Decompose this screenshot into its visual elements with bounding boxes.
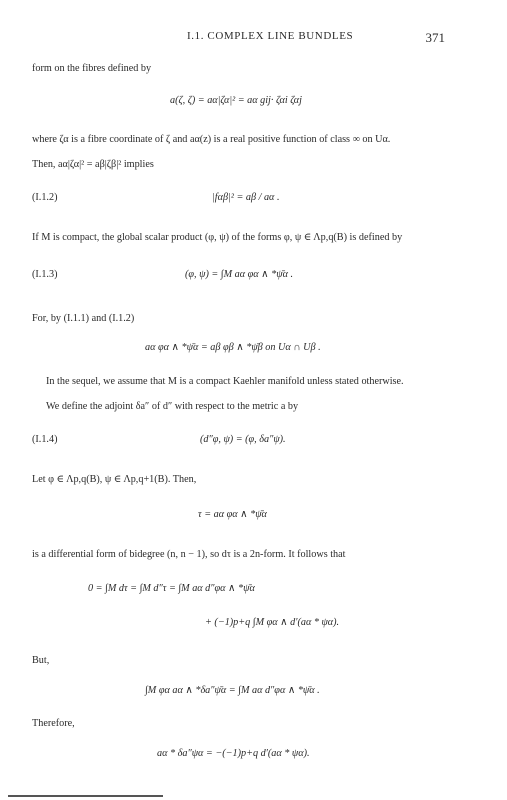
equation-integral-line2: + (−1)p+q ∫M φα ∧ d′(aα * ψα). [205, 617, 340, 628]
equation-tau: τ = aα φα ∧ *ψ̄α [198, 509, 267, 520]
equation-metric: a(ζ, ζ) = aα|ζα|² = aα gij· ζαi ζαj [170, 95, 302, 106]
text-line: Then, aα|ζα|² = aβ|ζβ|² implies [32, 159, 154, 170]
page-number: 371 [425, 30, 445, 45]
text-line: is a differential form of bidegree (n, n − 1), so dτ is a 2n-form. It follows that [32, 549, 346, 560]
section-heading: I.1. COMPLEX LINE BUNDLES [187, 30, 354, 42]
text-line: form on the fibres defined by [32, 63, 152, 74]
text-line: where ζα is a fibre coordinate of ζ and aα(z) is a real positive function of class ∞ on Uα. [32, 134, 391, 145]
equation-transition: |fαβ|² = aβ / aα . [212, 192, 280, 203]
text-line: We define the adjoint δa″ of d″ with respect to the metric a by [46, 401, 299, 412]
equation-therefore: aα * δa″ψα = −(−1)p+q d′(aα * ψα). [157, 748, 310, 759]
text-line: Let φ ∈ Λp,q(B), ψ ∈ Λp,q+1(B). Then, [32, 474, 197, 485]
equation-tag: (I.1.2) [32, 192, 58, 203]
equation-scalar-product: (φ, ψ) = ∫M aα φα ∧ *ψ̄α . [185, 269, 294, 280]
equation-adjoint: (d″φ, ψ) = (φ, δa″ψ). [200, 434, 286, 445]
running-header [32, 30, 445, 48]
equation-but: ∫M φα aα ∧ *δa″ψ̄α = ∫M aα d″φα ∧ *ψ̄α . [145, 685, 320, 696]
footer-rule [8, 795, 163, 797]
text-line: Therefore, [32, 718, 75, 729]
equation-integral-line1: 0 = ∫M dτ = ∫M d″τ = ∫M aα d″φα ∧ *ψ̄α [88, 583, 255, 594]
equation-tag: (I.1.4) [32, 434, 58, 445]
text-line: For, by (I.1.1) and (I.1.2) [32, 313, 135, 324]
equation-tag: (I.1.3) [32, 269, 58, 280]
equation-overlap: aα φα ∧ *ψ̄α = aβ φβ ∧ *ψ̄β on Uα ∩ Uβ . [145, 342, 321, 353]
text-line: In the sequel, we assume that M is a compact Kaehler manifold unless stated otherwise. [46, 376, 404, 387]
text-line: But, [32, 655, 50, 666]
text-line: If M is compact, the global scalar product (φ, ψ) of the forms φ, ψ ∈ Λp,q(B) is defined by [32, 232, 403, 243]
